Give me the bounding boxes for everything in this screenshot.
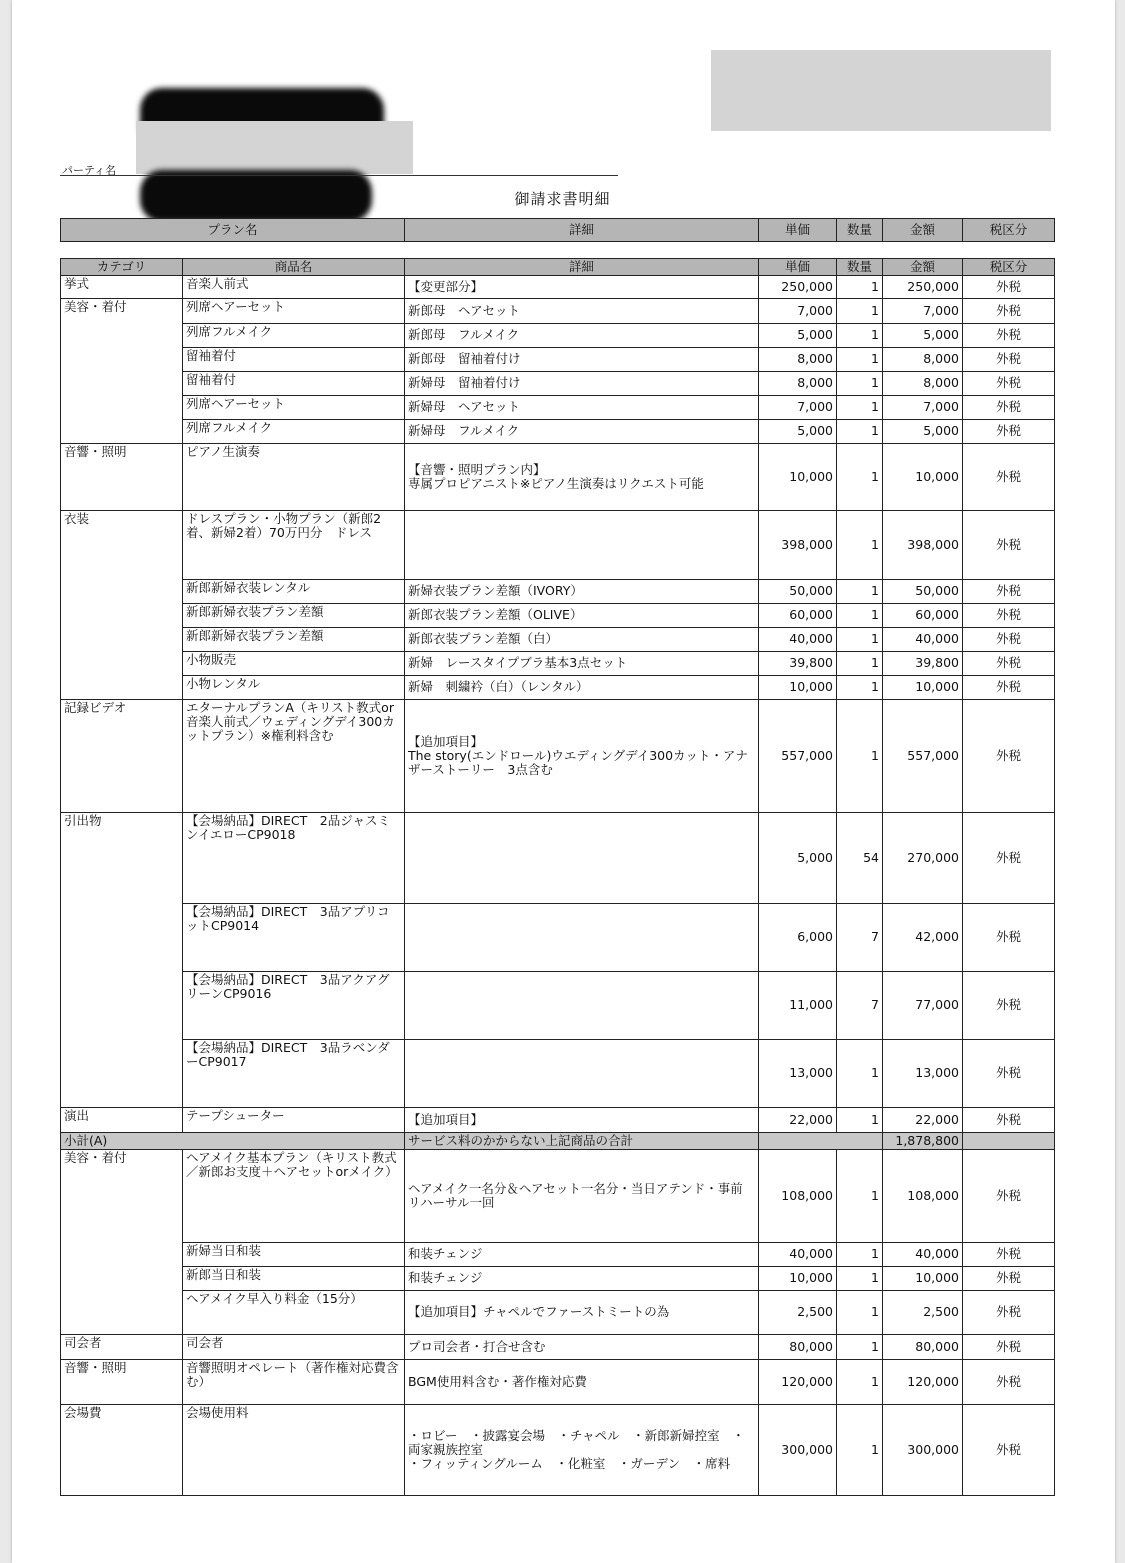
detail-cell: ・ロビー ・披露宴会場 ・チャペル ・新郎新婦控室 ・両家親族控室 ・フィッティングルーム ・化粧室 ・ガーデン ・席料 <box>405 1405 759 1496</box>
amount-cell: 8,000 <box>883 347 963 371</box>
unit-price-cell: 22,000 <box>759 1108 837 1133</box>
category-cell: 美容・着付 <box>61 299 183 324</box>
detail-cell: 【追加項目】 The story(エンドロール)ウエディングデイ300カット・アナザーストーリー 3点含む <box>405 700 759 813</box>
product-cell: 留袖着付 <box>183 371 405 395</box>
product-cell: 列席フルメイク <box>183 419 405 444</box>
document-title: 御請求書明細 <box>514 190 611 208</box>
quantity-cell: 1 <box>837 371 883 395</box>
table-row <box>61 603 1055 627</box>
tax-cell: 外税 <box>963 371 1055 395</box>
category-cell: 音響・照明 <box>61 444 183 511</box>
table-row <box>61 1266 1055 1290</box>
unit-price-cell: 108,000 <box>759 1150 837 1243</box>
plan-unit-price-header: 単価 <box>759 219 837 242</box>
unit-price-cell: 398,000 <box>759 511 837 580</box>
table-row <box>61 903 1055 971</box>
product-cell: 会場使用料 <box>183 1405 405 1496</box>
table-row <box>61 511 1055 580</box>
quantity-cell: 1 <box>837 323 883 347</box>
category-cell <box>61 323 183 347</box>
tax-cell: 外税 <box>963 395 1055 419</box>
tax-cell: 外税 <box>963 1290 1055 1335</box>
tax-cell: 外税 <box>963 1108 1055 1133</box>
amount-header: 金額 <box>883 259 963 276</box>
product-cell: 新婦当日和装 <box>183 1242 405 1266</box>
subtotal-row <box>61 1133 1055 1150</box>
detail-cell <box>405 813 759 904</box>
quantity-cell: 1 <box>837 579 883 603</box>
unit-price-cell: 39,800 <box>759 651 837 675</box>
tax-header: 税区分 <box>963 259 1055 276</box>
amount-cell: 42,000 <box>883 903 963 971</box>
detail-cell: 【音響・照明プラン内】 専属プロピアニスト※ピアノ生演奏はリクエスト可能 <box>405 444 759 511</box>
quantity-cell: 7 <box>837 971 883 1039</box>
product-cell: ドレスプラン・小物プラン（新郎2着、新婦2着）70万円分 ドレス <box>183 511 405 580</box>
amount-cell: 270,000 <box>883 813 963 904</box>
category-cell <box>61 1290 183 1335</box>
category-cell: 衣装 <box>61 511 183 580</box>
plan-name-header: プラン名 <box>61 219 405 242</box>
category-cell <box>61 603 183 627</box>
category-cell: 記録ビデオ <box>61 700 183 813</box>
product-cell: 【会場納品】DIRECT 3品ラベンダーCP9017 <box>183 1039 405 1108</box>
product-cell: ピアノ生演奏 <box>183 444 405 511</box>
table-row <box>61 395 1055 419</box>
quantity-cell: 1 <box>837 1360 883 1405</box>
amount-cell: 40,000 <box>883 1242 963 1266</box>
detail-cell: 新郎衣装プラン差額（白） <box>405 627 759 651</box>
unit-price-cell: 120,000 <box>759 1360 837 1405</box>
detail-cell: 和装チェンジ <box>405 1242 759 1266</box>
product-header: 商品名 <box>183 259 405 276</box>
category-cell <box>61 1266 183 1290</box>
product-cell: エターナルプランA（キリスト教式or音楽人前式／ウェディングデイ300カットプラン）※権利料含む <box>183 700 405 813</box>
detail-cell: プロ司会者・打合せ含む <box>405 1335 759 1360</box>
tax-cell: 外税 <box>963 1335 1055 1360</box>
tax-cell: 外税 <box>963 1039 1055 1108</box>
product-cell: 列席ヘアーセット <box>183 299 405 324</box>
plan-header-table <box>60 218 1055 242</box>
category-cell: 演出 <box>61 1108 183 1133</box>
unit-price-cell: 300,000 <box>759 1405 837 1496</box>
tax-cell: 外税 <box>963 651 1055 675</box>
quantity-cell: 1 <box>837 1108 883 1133</box>
detail-cell: BGM使用料含む・著作権対応費 <box>405 1360 759 1405</box>
amount-cell: 60,000 <box>883 603 963 627</box>
quantity-cell: 1 <box>837 1242 883 1266</box>
party-name-underline <box>60 175 618 176</box>
quantity-cell: 1 <box>837 276 883 299</box>
table-row <box>61 323 1055 347</box>
category-header: カテゴリ <box>61 259 183 276</box>
quantity-cell: 1 <box>837 1405 883 1496</box>
redacted-party-name-box <box>136 121 413 174</box>
quantity-cell: 1 <box>837 627 883 651</box>
detail-cell: 新郎母 ヘアセット <box>405 299 759 324</box>
unit-price-cell: 13,000 <box>759 1039 837 1108</box>
table-row <box>61 971 1055 1039</box>
tax-cell: 外税 <box>963 903 1055 971</box>
unit-price-cell: 10,000 <box>759 1266 837 1290</box>
category-cell: 音響・照明 <box>61 1360 183 1405</box>
unit-price-cell: 5,000 <box>759 323 837 347</box>
product-cell: 新郎新婦衣装レンタル <box>183 579 405 603</box>
tax-cell: 外税 <box>963 1405 1055 1496</box>
table-row <box>61 579 1055 603</box>
detail-cell <box>405 511 759 580</box>
table-row <box>61 651 1055 675</box>
subtotal-blank <box>759 1133 883 1150</box>
product-cell: 留袖着付 <box>183 347 405 371</box>
tax-cell: 外税 <box>963 1360 1055 1405</box>
quantity-cell: 1 <box>837 511 883 580</box>
subtotal-amount: 1,878,800 <box>883 1133 963 1150</box>
table-row <box>61 675 1055 700</box>
category-cell <box>61 395 183 419</box>
category-cell <box>61 651 183 675</box>
table-row <box>61 1290 1055 1335</box>
quantity-cell: 1 <box>837 299 883 324</box>
unit-price-cell: 5,000 <box>759 419 837 444</box>
tax-cell: 外税 <box>963 813 1055 904</box>
unit-price-cell: 6,000 <box>759 903 837 971</box>
plan-quantity-header: 数量 <box>837 219 883 242</box>
detail-cell: 新婦衣装プラン差額（IVORY） <box>405 579 759 603</box>
unit-price-cell: 2,500 <box>759 1290 837 1335</box>
subtotal-detail: サービス料のかからない上記商品の合計 <box>405 1133 759 1150</box>
product-cell: 小物販売 <box>183 651 405 675</box>
category-cell <box>61 627 183 651</box>
unit-price-cell: 7,000 <box>759 299 837 324</box>
product-cell: ヘアメイク基本プラン（キリスト教式／新郎お支度＋ヘアセットorメイク） <box>183 1150 405 1243</box>
detail-cell: 新婦 レースタイプブラ基本3点セット <box>405 651 759 675</box>
quantity-cell: 1 <box>837 1039 883 1108</box>
product-cell: 列席フルメイク <box>183 323 405 347</box>
amount-cell: 10,000 <box>883 675 963 700</box>
detail-cell: 新婦母 ヘアセット <box>405 395 759 419</box>
amount-cell: 398,000 <box>883 511 963 580</box>
product-cell: 司会者 <box>183 1335 405 1360</box>
category-cell <box>61 1242 183 1266</box>
amount-cell: 250,000 <box>883 276 963 299</box>
redacted-header-block <box>711 50 1051 131</box>
detail-cell: 【変更部分】 <box>405 276 759 299</box>
tax-cell: 外税 <box>963 579 1055 603</box>
amount-cell: 77,000 <box>883 971 963 1039</box>
amount-cell: 120,000 <box>883 1360 963 1405</box>
tax-cell: 外税 <box>963 276 1055 299</box>
table-row <box>61 1335 1055 1360</box>
quantity-cell: 1 <box>837 603 883 627</box>
table-row <box>61 371 1055 395</box>
amount-cell: 8,000 <box>883 371 963 395</box>
category-cell: 会場費 <box>61 1405 183 1496</box>
tax-cell: 外税 <box>963 603 1055 627</box>
quantity-cell: 1 <box>837 675 883 700</box>
detail-cell <box>405 971 759 1039</box>
category-cell: 美容・着付 <box>61 1150 183 1243</box>
product-cell: ヘアメイク早入り料金（15分） <box>183 1290 405 1335</box>
category-cell <box>61 1039 183 1108</box>
invoice-detail-table <box>60 258 1055 1496</box>
product-cell: 【会場納品】DIRECT 3品アクアグリーンCP9016 <box>183 971 405 1039</box>
product-cell: テープシューター <box>183 1108 405 1133</box>
table-row <box>61 1039 1055 1108</box>
party-name-label: パーティ名 <box>62 164 117 177</box>
unit-price-cell: 5,000 <box>759 813 837 904</box>
tax-cell: 外税 <box>963 323 1055 347</box>
product-cell: 音楽人前式 <box>183 276 405 299</box>
product-cell: 新郎当日和装 <box>183 1266 405 1290</box>
table-row <box>61 700 1055 813</box>
amount-cell: 13,000 <box>883 1039 963 1108</box>
quantity-cell: 1 <box>837 1335 883 1360</box>
unit-price-cell: 11,000 <box>759 971 837 1039</box>
subtotal-label: 小計(A) <box>61 1133 405 1150</box>
category-cell <box>61 347 183 371</box>
amount-cell: 5,000 <box>883 323 963 347</box>
amount-cell: 22,000 <box>883 1108 963 1133</box>
unit-price-cell: 7,000 <box>759 395 837 419</box>
table-row <box>61 347 1055 371</box>
amount-cell: 2,500 <box>883 1290 963 1335</box>
quantity-cell: 1 <box>837 1290 883 1335</box>
table-row <box>61 627 1055 651</box>
amount-cell: 300,000 <box>883 1405 963 1496</box>
tax-cell: 外税 <box>963 347 1055 371</box>
detail-cell: 新婦母 留袖着付け <box>405 371 759 395</box>
product-cell: 音響照明オペレート（著作権対応費含む） <box>183 1360 405 1405</box>
table-row <box>61 813 1055 904</box>
unit-price-cell: 10,000 <box>759 444 837 511</box>
table-row <box>61 444 1055 511</box>
tax-cell: 外税 <box>963 1150 1055 1243</box>
category-cell <box>61 419 183 444</box>
table-row <box>61 419 1055 444</box>
quantity-cell: 1 <box>837 395 883 419</box>
amount-cell: 108,000 <box>883 1150 963 1243</box>
invoice-rows <box>61 276 1055 1496</box>
tax-cell: 外税 <box>963 444 1055 511</box>
table-row <box>61 1150 1055 1243</box>
detail-cell: 【追加項目】 <box>405 1108 759 1133</box>
quantity-cell: 1 <box>837 700 883 813</box>
amount-cell: 5,000 <box>883 419 963 444</box>
category-cell <box>61 903 183 971</box>
unit-price-cell: 40,000 <box>759 1242 837 1266</box>
tax-cell: 外税 <box>963 700 1055 813</box>
unit-price-cell: 10,000 <box>759 675 837 700</box>
product-cell: 新郎新婦衣装プラン差額 <box>183 627 405 651</box>
table-row <box>61 1108 1055 1133</box>
unit-price-cell: 80,000 <box>759 1335 837 1360</box>
tax-cell: 外税 <box>963 627 1055 651</box>
category-cell: 司会者 <box>61 1335 183 1360</box>
table-row <box>61 299 1055 324</box>
table-row <box>61 276 1055 299</box>
table-row <box>61 1405 1055 1496</box>
unit-price-cell: 557,000 <box>759 700 837 813</box>
table-row <box>61 1360 1055 1405</box>
detail-cell: 新郎母 フルメイク <box>405 323 759 347</box>
unit-price-cell: 40,000 <box>759 627 837 651</box>
product-cell: 小物レンタル <box>183 675 405 700</box>
unit-price-cell: 50,000 <box>759 579 837 603</box>
quantity-header: 数量 <box>837 259 883 276</box>
tax-cell: 外税 <box>963 1266 1055 1290</box>
unit-price-cell: 250,000 <box>759 276 837 299</box>
unit-price-cell: 60,000 <box>759 603 837 627</box>
amount-cell: 80,000 <box>883 1335 963 1360</box>
plan-tax-header: 税区分 <box>963 219 1055 242</box>
tax-cell: 外税 <box>963 675 1055 700</box>
amount-cell: 7,000 <box>883 299 963 324</box>
detail-cell: 新婦母 フルメイク <box>405 419 759 444</box>
detail-header: 詳細 <box>405 259 759 276</box>
table-row <box>61 1242 1055 1266</box>
tax-cell: 外税 <box>963 299 1055 324</box>
category-cell <box>61 675 183 700</box>
amount-cell: 50,000 <box>883 579 963 603</box>
detail-cell <box>405 1039 759 1108</box>
product-cell: 【会場納品】DIRECT 3品アプリコットCP9014 <box>183 903 405 971</box>
tax-cell: 外税 <box>963 511 1055 580</box>
amount-cell: 557,000 <box>883 700 963 813</box>
amount-cell: 10,000 <box>883 444 963 511</box>
unit-price-cell: 8,000 <box>759 371 837 395</box>
amount-cell: 40,000 <box>883 627 963 651</box>
detail-cell: 【追加項目】チャペルでファーストミートの為 <box>405 1290 759 1335</box>
quantity-cell: 1 <box>837 1266 883 1290</box>
tax-cell: 外税 <box>963 971 1055 1039</box>
amount-cell: 39,800 <box>883 651 963 675</box>
quantity-cell: 1 <box>837 347 883 371</box>
category-cell <box>61 579 183 603</box>
product-cell: 【会場納品】DIRECT 2品ジャスミンイエローCP9018 <box>183 813 405 904</box>
detail-cell: 新郎母 留袖着付け <box>405 347 759 371</box>
plan-detail-header: 詳細 <box>405 219 759 242</box>
subtotal-tax-blank <box>963 1133 1055 1150</box>
amount-cell: 7,000 <box>883 395 963 419</box>
detail-cell: 和装チェンジ <box>405 1266 759 1290</box>
product-cell: 列席ヘアーセット <box>183 395 405 419</box>
detail-cell: ヘアメイク一名分＆ヘアセット一名分・当日アテンド・事前リハーサル一回 <box>405 1150 759 1243</box>
plan-amount-header: 金額 <box>883 219 963 242</box>
quantity-cell: 1 <box>837 651 883 675</box>
detail-cell <box>405 903 759 971</box>
unit-price-header: 単価 <box>759 259 837 276</box>
quantity-cell: 1 <box>837 419 883 444</box>
quantity-cell: 54 <box>837 813 883 904</box>
amount-cell: 10,000 <box>883 1266 963 1290</box>
tax-cell: 外税 <box>963 419 1055 444</box>
detail-cell: 新婦 刺繍衿（白）（レンタル） <box>405 675 759 700</box>
tax-cell: 外税 <box>963 1242 1055 1266</box>
category-cell <box>61 371 183 395</box>
product-cell: 新郎新婦衣装プラン差額 <box>183 603 405 627</box>
quantity-cell: 1 <box>837 444 883 511</box>
category-cell: 引出物 <box>61 813 183 904</box>
detail-cell: 新郎衣装プラン差額（OLIVE） <box>405 603 759 627</box>
category-cell: 挙式 <box>61 276 183 299</box>
unit-price-cell: 8,000 <box>759 347 837 371</box>
category-cell <box>61 971 183 1039</box>
quantity-cell: 7 <box>837 903 883 971</box>
quantity-cell: 1 <box>837 1150 883 1243</box>
